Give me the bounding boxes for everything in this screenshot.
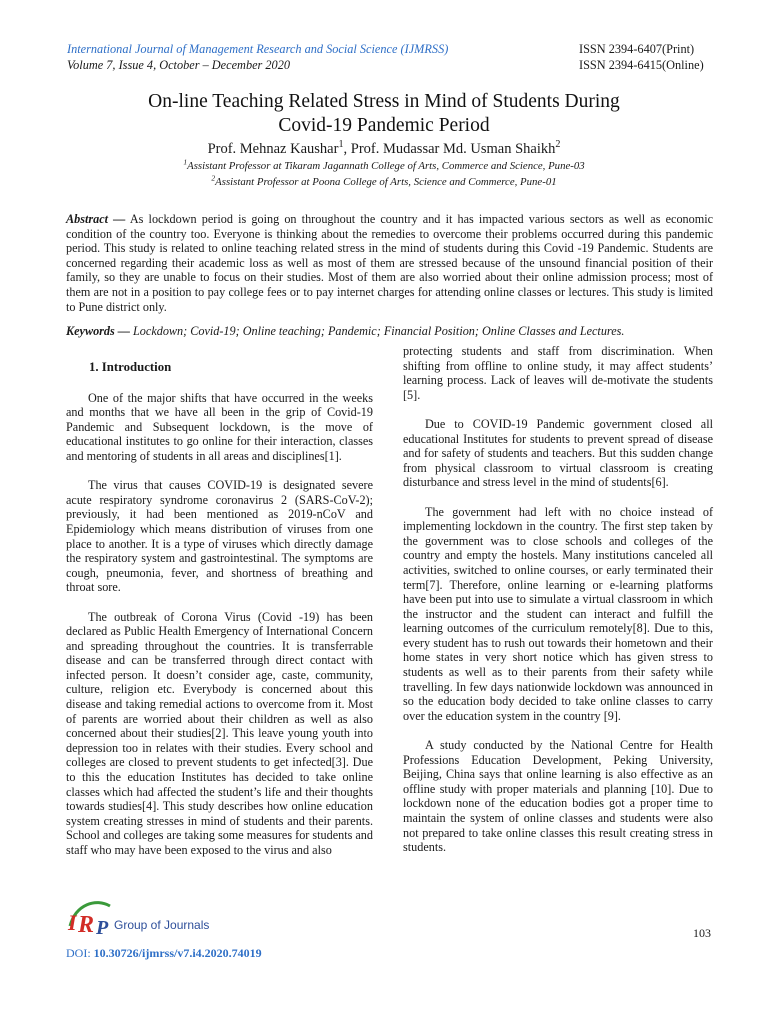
issn-print: ISSN 2394-6407(Print) <box>579 42 695 56</box>
left-column <box>66 360 373 872</box>
paragraph: The virus that causes COVID-19 is designated severe acute respiratory syndrome coronavirus 2 (SARS-CoV-2); previously, it had been mentioned as 2019-nCoV and Epidemiology which means distribution of viruses from one place to another. It is a type of viruses which directly damage the respiratory system and gastrointestinal. The symptoms are cough, pneumonia, fever, and shortness of breathing and throat sore. <box>66 478 373 595</box>
author-1-sup: 1 <box>338 139 344 151</box>
abstract-label: Abstract — <box>66 212 126 226</box>
author-1: Prof. Mehnaz Kaushar <box>207 141 339 157</box>
logo-text: Group of Journals <box>114 918 210 932</box>
author-2-sup: 2 <box>555 139 561 151</box>
svg-text:P: P <box>96 917 109 936</box>
doi-label: DOI: <box>66 946 94 960</box>
svg-text:R: R <box>78 912 95 936</box>
affiliation-2-text: Assistant Professor at Poona College of Arts, Science and Commerce, Pune-01 <box>215 176 557 188</box>
author-2: Prof. Mudassar Md. Usman Shaikh <box>350 141 556 157</box>
paragraph: One of the major shifts that have occurred in the weeks and months that we have all been in the grip of Covid-19 Pandemic and Subsequent lockdown, is the move of educational institutes to go online for their interaction, classes and mentoring of students in all areas and disciplines[1]. <box>66 390 373 463</box>
journal-header <box>67 42 448 73</box>
abstract <box>66 212 713 314</box>
issn-online: ISSN 2394-6415(Online) <box>579 57 704 72</box>
paper-title <box>0 90 768 138</box>
paragraph: Due to COVID-19 Pandemic government closed all educational Institutes for students to prevent spread of disease and for safety of students and teachers. But this sudden change from physical classroom to virtual classroom is creating disturbance and stress level in the mind of students[6]. <box>403 416 713 490</box>
doi-link[interactable]: 10.30726/ijmrss/v7.i4.2020.74019 <box>93 946 262 960</box>
keywords-label: Keywords — <box>66 324 130 338</box>
section-heading-introduction: 1. Introduction <box>89 360 172 374</box>
affiliation-2-sup: 2 <box>211 173 216 183</box>
author-separator: , <box>343 141 351 157</box>
affiliation-1-text: Assistant Professor at Tikaram Jagannath College of Arts, Commerce and Science, Pune-03 <box>187 160 585 172</box>
title-line-2: Covid-19 Pandemic Period <box>278 115 490 136</box>
affiliation-1-sup: 1 <box>183 157 188 167</box>
affiliation-1 <box>0 157 768 173</box>
title-line-1: On-line Teaching Related Stress in Mind of Students During <box>148 91 620 112</box>
affiliation-2 <box>0 173 768 189</box>
paragraph-continued: protecting students and staff from discrimination. When shifting from offline to online study, it may affect students’ learning process. Lack of leaves will de-motivate the students [5]. <box>403 344 713 402</box>
issn-block <box>579 42 704 73</box>
svg-text:I: I <box>68 910 77 935</box>
keywords-text: Lockdown; Covid-19; Online teaching; Pandemic; Financial Position; Online Classes and Lectures. <box>129 324 625 338</box>
paragraph: The government had left with no choice instead of implementing lockdown in the country. The first step taken by the government was to close schools and colleges of the country and empty the hostels. Many institutions canceled all activities, switched to online courses, or early terminated their term[7]. Therefore, online learning or e-learning platforms have been put into use to simulate a virtual classroom in which the instructor and the student can interact and fulfill the learning outcomes of the curriculum remotely[8]. Due to this, every student has to rush out towards their hometown and their home states in very short notice which has given stress to students as well as to their parents from their safety while travelling. In few days nationwide lockdown was announced in so the education body decided to take online classes to carry over the education system in the country [9]. <box>403 504 713 723</box>
right-column <box>403 344 713 869</box>
abstract-text: As lockdown period is going on throughout the country and it has impacted various sectors as well as economic condition of the country too. Everyone is thinking about the remedies to overcome their problems occurred during this pandemic period. This study is related to online teaching related stress in the mind of students during this Covid -19 Pandemic. Students are concerned regarding their academic loss as well as most of them are stressed because of the unsound financial position of their family, so they are unable to focus on their studies. Most of them are also worried about their online admission process; most of them are not in a position to pay college fees or to pay internet charges for attending online classes or lectures. This study is limited to Pune district only. <box>66 212 714 314</box>
journal-name: International Journal of Management Research and Social Science (IJMRSS) <box>67 42 449 56</box>
volume-info: Volume 7, Issue 4, October – December 2020 <box>67 57 291 72</box>
paragraph: A study conducted by the National Centre for Health Professions Education Development, Peking University, Beijing, China says that online learning is also effective as an offline study with proper materials and planning [10]. Due to lockdown none of the education bodies got a proper time to maintain the system of online classes and students were also not prepared to take online classes this result creating stress in students. <box>403 738 713 855</box>
authors <box>0 140 768 158</box>
page-number: 103 <box>693 926 711 940</box>
doi[interactable] <box>66 946 262 961</box>
keywords <box>66 324 713 339</box>
paragraph: The outbreak of Corona Virus (Covid -19) has been declared as Public Health Emergency of International Concern and spreading throughout the countries. It is transferrable disease and can be transferred through direct contact with infected person. It doesn’t consider age, caste, community, culture, religion etc. Everybody is concerned about this disease and taking remedial actions to overcome from it. Most of parents are worried about their children as well as also concerned about their studies[2]. This leave young youth into depression too in relates with their studies. Every school and colleges are closed to prevent students to get infected[3]. Due to this the education Institutes has decided to take online classes which had affected the student’s life and their thoughts towards studies[4]. This study describes how online education system creating stresses in mind of students and their parents. School and colleges are taking some measures for students and staff who may have been exposed to the virus and also <box>66 609 373 857</box>
